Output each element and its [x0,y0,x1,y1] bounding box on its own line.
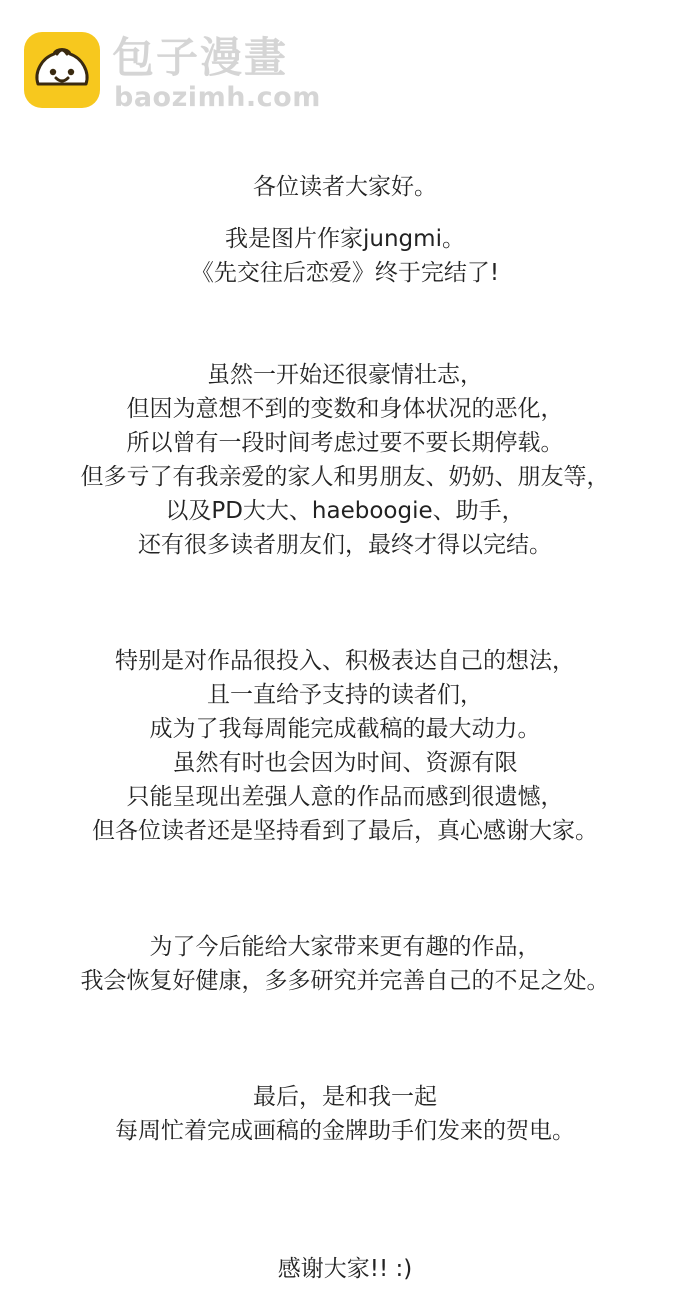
paragraph-line: 我会恢复好健康，多多研究并完善自己的不足之处。 [80,968,610,994]
watermark-logo [24,32,324,116]
greeting-line: 各位读者大家好。 [253,174,437,200]
watermark-url: baozimh.com [114,82,321,113]
paragraph-line: 但因为意想不到的变数和身体状况的恶化， [126,396,564,422]
intro-paragraph [0,222,690,290]
paragraph-line: 以及PD大大、haeboogie、助手， [165,498,525,524]
paragraph-line: 所以曾有一段时间考虑过要不要长期停载。 [126,430,564,456]
paragraph-line: 只能呈现出差强人意的作品而感到很遗憾， [126,784,564,810]
intro-line: 我是图片作家jungmi。 [225,226,465,252]
paragraph-2 [0,644,690,848]
letter-body [0,170,690,1286]
paragraph-line: 每周忙着完成画稿的金牌助手们发来的贺电。 [115,1118,575,1144]
paragraph-line: 但多亏了有我亲爱的家人和男朋友、奶奶、朋友等， [80,464,610,490]
paragraph-3 [0,930,690,998]
greeting-paragraph [0,170,690,204]
paragraph-line: 为了今后能给大家带来更有趣的作品， [149,934,541,960]
paragraph-line: 且一直给予支持的读者们， [207,682,483,708]
closing-paragraph [0,1252,690,1286]
bun-face-icon [24,32,100,108]
paragraph-line: 虽然一开始还很豪情壮志， [207,362,483,388]
intro-line: 《先交往后恋爱》终于完结了! [190,260,500,286]
paragraph-line: 特别是对作品很投入、积极表达自己的想法， [115,648,575,674]
closing-line: 感谢大家!! :) [277,1256,413,1282]
paragraph-4 [0,1080,690,1148]
paragraph-1 [0,358,690,562]
paragraph-line: 最后，是和我一起 [253,1084,437,1110]
paragraph-line: 但各位读者还是坚持看到了最后，真心感谢大家。 [92,818,598,844]
paragraph-line: 虽然有时也会因为时间、资源有限 [172,750,518,776]
watermark-title: 包子漫畫 [112,33,289,82]
paragraph-line: 还有很多读者朋友们，最终才得以完结。 [138,532,552,558]
paragraph-line: 成为了我每周能完成截稿的最大动力。 [149,716,541,742]
